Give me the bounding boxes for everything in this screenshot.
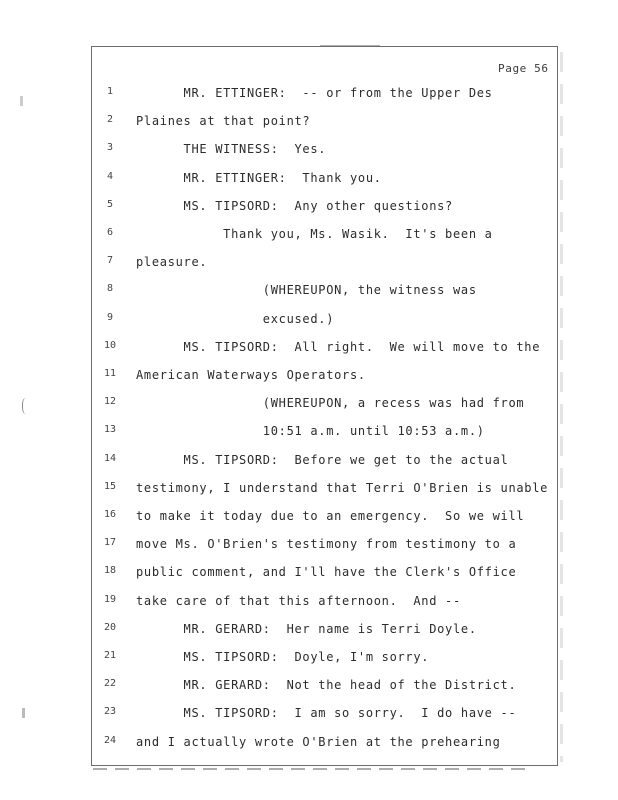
transcript-line [0,312,618,332]
transcript-line [0,227,618,247]
line-text: (WHEREUPON, a recess was had from [136,396,525,411]
line-text: MS. TIPSORD: Doyle, I'm sorry. [136,650,430,664]
page-number: Page 56 [498,62,549,75]
transcript-line [0,537,618,557]
transcript-line [0,86,618,106]
line-text: testimony, I understand that Terri O'Brien is unable [136,480,549,495]
line-number: 23 [103,706,117,718]
line-number: 8 [106,283,114,295]
transcript-line [0,565,618,585]
line-number: 12 [103,396,117,408]
line-number: 7 [106,255,114,267]
line-number: 4 [106,170,114,182]
transcript-line [0,453,618,473]
transcript-line [0,509,618,529]
line-number: 20 [103,621,117,633]
line-text: pleasure. [136,255,208,270]
line-number: 15 [103,480,117,492]
line-text: to make it today due to an emergency. So we will [136,509,525,523]
line-number: 14 [103,452,117,464]
transcript-line [0,283,618,303]
line-text: (WHEREUPON, the witness was [136,283,477,298]
transcript-line [0,255,618,275]
transcript-line [0,142,618,162]
transcript-line [0,199,618,219]
line-number: 2 [106,114,114,126]
line-text: and I actually wrote O'Brien at the prehearing [136,734,501,749]
line-number: 16 [103,509,117,520]
transcript-line [0,368,618,388]
line-text: move Ms. O'Brien's testimony from testimony to a [136,537,517,552]
line-text: American Waterways Operators. [136,368,366,382]
line-text: Plaines at that point? [136,114,311,129]
transcript-line [0,396,618,416]
line-number: 10 [103,339,117,351]
line-text: MR. ETTINGER: Thank you. [136,170,382,185]
scan-bottom-edge [93,768,533,770]
line-text: 10:51 a.m. until 10:53 a.m.) [136,424,485,439]
line-text: MS. TIPSORD: Before we get to the actual [136,452,509,467]
line-text: MS. TIPSORD: I am so sorry. I do have -- [136,706,517,721]
line-text: MS. TIPSORD: Any other questions? [136,198,453,213]
transcript-line [0,650,618,670]
line-number: 13 [103,424,117,436]
line-number: 5 [106,198,114,210]
transcript-line [0,706,618,726]
line-text: public comment, and I'll have the Clerk's Office [136,565,517,580]
line-number: 22 [103,678,117,690]
line-text: MS. TIPSORD: All right. We will move to the [136,339,541,354]
line-number: 21 [103,650,117,661]
line-number: 18 [103,565,117,577]
transcript-line [0,678,618,698]
line-number: 24 [103,734,117,746]
line-text: MR. GERARD: Her name is Terri Doyle. [136,621,477,636]
transcript-line [0,622,618,642]
line-text: MR. GERARD: Not the head of the District. [136,678,517,693]
line-number: 9 [106,311,114,323]
transcript-line [0,114,618,134]
transcript-line [0,171,618,191]
line-text: take care of that this afternoon. And -- [136,593,461,608]
transcript-line [0,594,618,614]
transcript-line [0,340,618,360]
transcript-line [0,735,618,755]
transcript-line [0,481,618,501]
line-number: 19 [103,593,117,605]
line-number: 3 [106,142,114,154]
line-text: Thank you, Ms. Wasik. It's been a [136,227,493,241]
line-number: 17 [103,537,117,549]
line-number: 1 [106,86,114,97]
line-number: 6 [106,227,114,238]
line-text: excused.) [136,311,335,326]
transcript-line [0,424,618,444]
line-text: THE WITNESS: Yes. [136,142,327,157]
line-number: 11 [103,368,117,379]
line-text: MR. ETTINGER: -- or from the Upper Des [136,86,493,100]
